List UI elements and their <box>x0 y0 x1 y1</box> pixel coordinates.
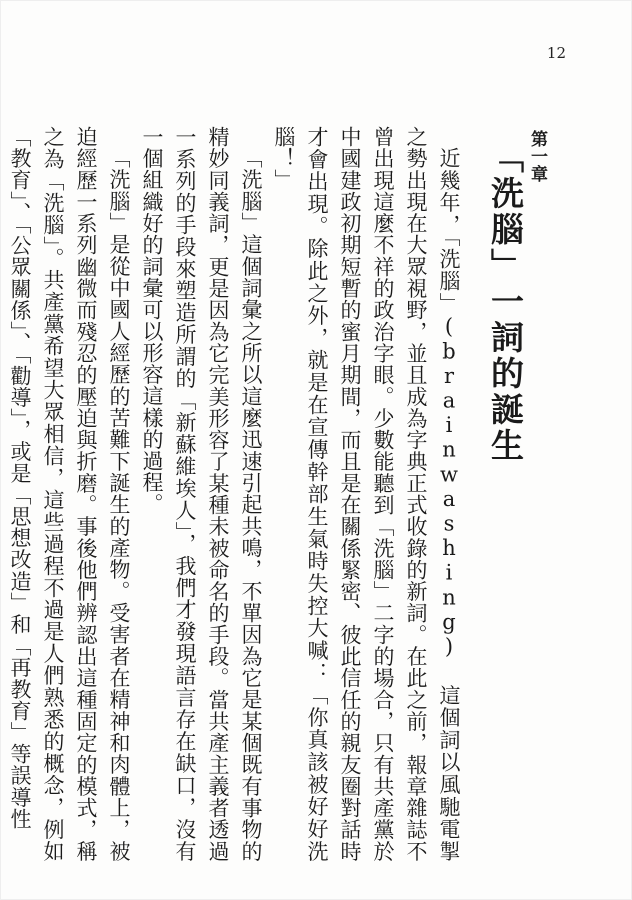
paragraph-1: 近幾年，「洗腦」(brainwashing) 這個詞以風馳電掣之勢出現在大眾視野，並且成為字典正式收錄的新詞。在此之前，報章雜誌不曾出現這麼不祥的政治字眼。少數能聽到「洗腦」二字的場合，只有共產黨於中國建政初期短暫的蜜月期間，而且是在關係緊密、彼此信任的親友圈對話時才會出現。除此之外，就是在宣傳幹部生氣時失控大喊：「你真該被好好洗腦！」 <box>272 126 461 862</box>
page-number: 12 <box>546 44 566 62</box>
vertical-text-block <box>3 126 551 862</box>
paragraph-2: 「洗腦」這個詞彙之所以這麼迅速引起共鳴，不單因為它是某個既有事物的精妙同義詞，更是因為它完美形容了某種未被命名的手段。當共產主義者透過一系列的手段來塑造所謂的「新蘇維埃人」，我們才發現語言存在缺口，沒有一個組織好的詞彙可以形容這樣的過程。 <box>140 126 263 862</box>
chapter-heading <box>487 126 551 862</box>
chapter-title: 「洗腦」一詞的誕生 <box>486 140 525 464</box>
paragraph-3: 「洗腦」是從中國人經歷的苦難下誕生的產物。受害者在精神和肉體上，被迫經歷一系列幽微而殘忍的壓迫與折磨。事後他們辨認出這種固定的模式，稱之為「洗腦」。共產黨希望大眾相信，這些過程不過是人們熟悉的概念，例如「教育」、「公眾關係」、「勸導」，或是「思想改造」和「再教育」等誤導性 <box>8 126 131 862</box>
chapter-label: 第一章 <box>527 130 547 183</box>
